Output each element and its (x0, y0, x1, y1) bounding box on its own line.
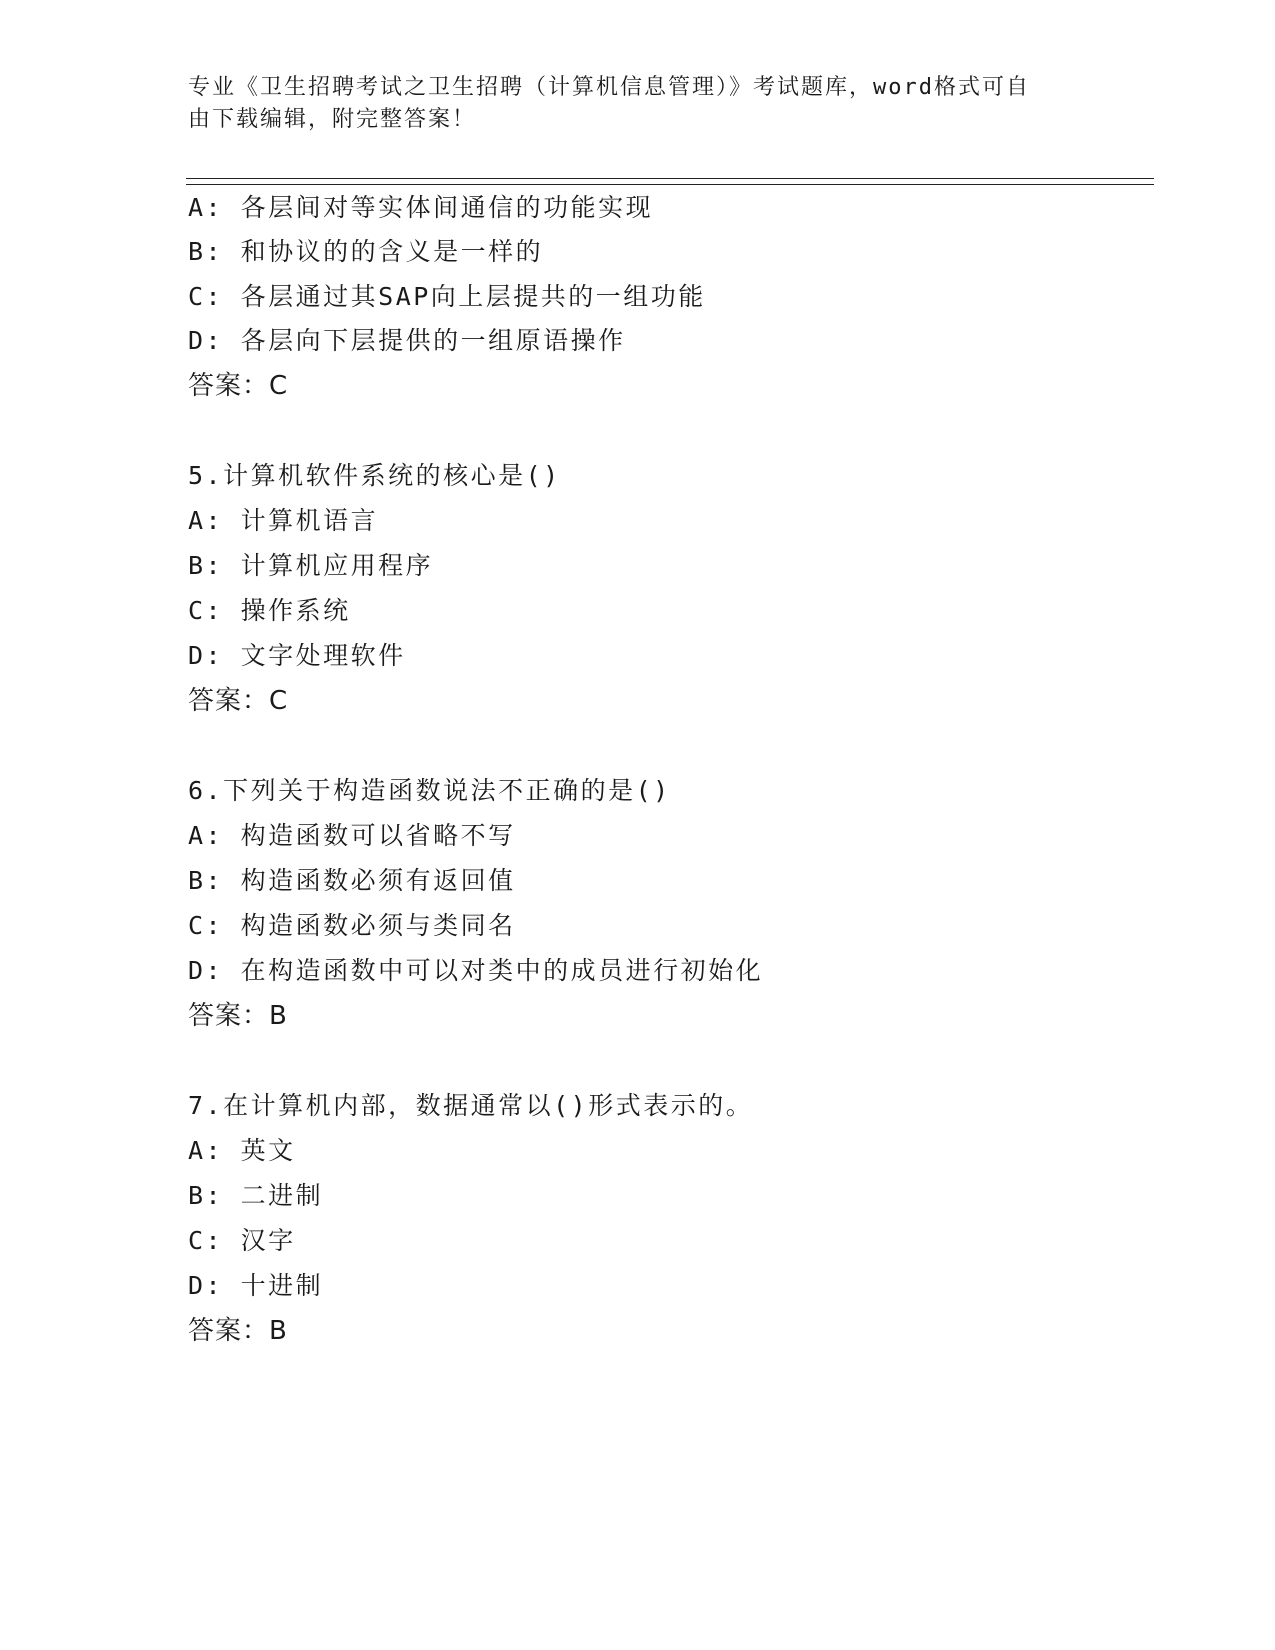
q6-option-d: D: 在构造函数中可以对类中的成员进行初始化 (188, 956, 764, 985)
q5-answer: 答案：C (188, 686, 289, 716)
q5-option-a: A: 计算机语言 (188, 506, 379, 535)
q7-option-b: B: 二进制 (188, 1181, 324, 1210)
q4-option-b: B: 和协议的的含义是一样的 (188, 237, 544, 266)
header-line-1: 专业《卫生招聘考试之卫生招聘（计算机信息管理）》考试题库，word格式可自 (188, 75, 1030, 100)
q6-option-b: B: 构造函数必须有返回值 (188, 866, 516, 895)
header-divider-bottom (186, 184, 1154, 185)
q5-option-d: D: 文字处理软件 (188, 641, 406, 670)
document-header (188, 72, 1078, 136)
q5-option-b: B: 计算机应用程序 (188, 551, 434, 580)
q5-option-c: C: 操作系统 (188, 596, 351, 625)
header-divider-top (186, 178, 1154, 179)
q7-option-a: A: 英文 (188, 1136, 296, 1165)
q4-option-d: D: 各层向下层提供的一组原语操作 (188, 326, 626, 355)
q5-question: 5.计算机软件系统的核心是() (188, 461, 561, 490)
header-line-2: 由下载编辑，附完整答案！ (188, 107, 477, 132)
q6-option-a: A: 构造函数可以省略不写 (188, 821, 516, 850)
q7-option-c: C: 汉字 (188, 1226, 296, 1255)
q6-option-c: C: 构造函数必须与类同名 (188, 911, 516, 940)
q4-option-a: A: 各层间对等实体间通信的功能实现 (188, 193, 654, 222)
q7-option-d: D: 十进制 (188, 1271, 324, 1300)
q6-answer: 答案：B (188, 1001, 288, 1031)
q7-question: 7.在计算机内部，数据通常以()形式表示的。 (188, 1091, 754, 1120)
q4-option-c: C: 各层通过其SAP向上层提共的一组功能 (188, 282, 706, 311)
q6-question: 6.下列关于构造函数说法不正确的是() (188, 776, 671, 805)
q4-answer: 答案：C (188, 371, 289, 401)
q7-answer: 答案：B (188, 1316, 288, 1346)
